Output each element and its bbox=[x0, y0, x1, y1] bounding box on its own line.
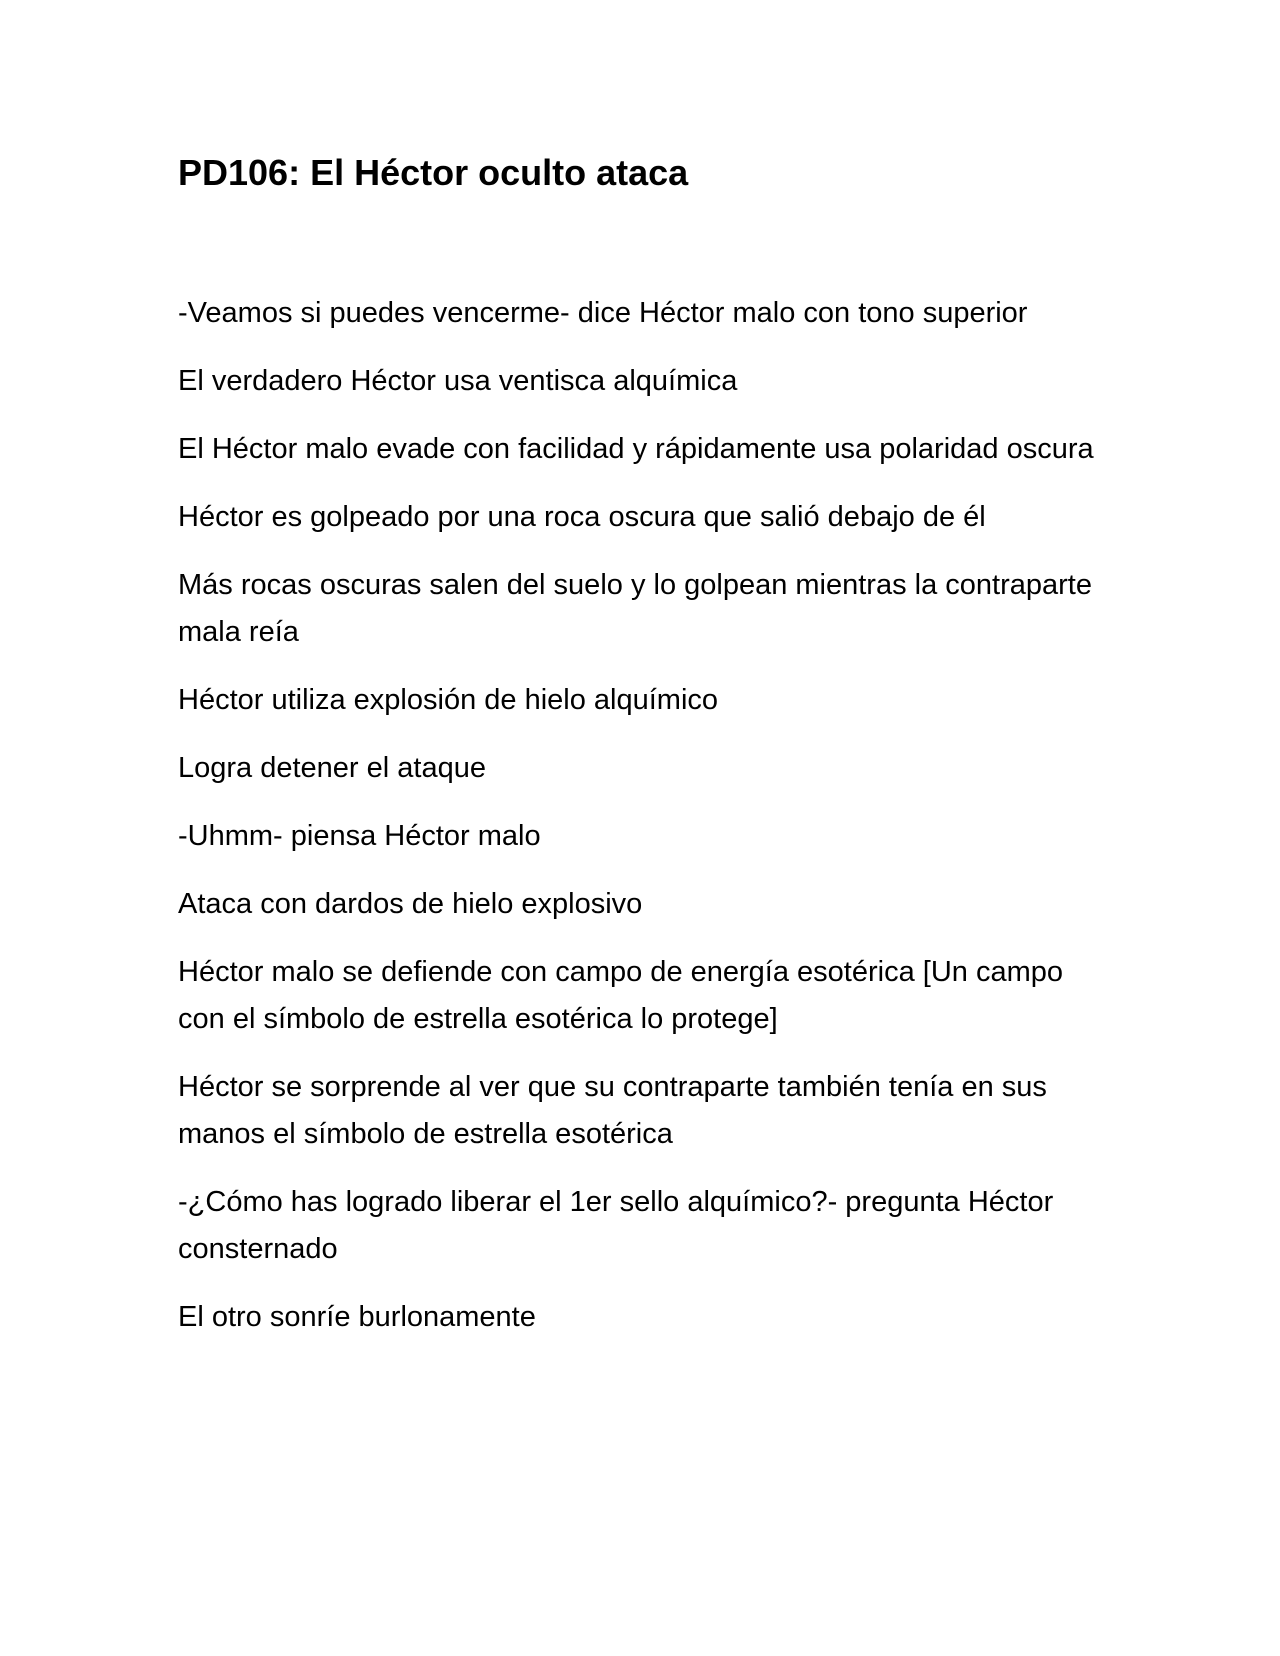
paragraph: Ataca con dardos de hielo explosivo bbox=[178, 888, 643, 920]
document-title: PD106: El Héctor oculto ataca bbox=[178, 152, 689, 193]
paragraph: Héctor malo se defiende con campo de energía esotérica [Un campo con el símbolo de estrella esotérica lo protege] bbox=[178, 956, 1063, 1035]
paragraph: -Veamos si puedes vencerme- dice Héctor malo con tono superior bbox=[178, 297, 1028, 329]
paragraph: Más rocas oscuras salen del suelo y lo golpean mientras la contraparte mala reía bbox=[178, 569, 1092, 648]
paragraph: Héctor es golpeado por una roca oscura que salió debajo de él bbox=[178, 501, 986, 533]
paragraph: El otro sonríe burlonamente bbox=[178, 1301, 536, 1333]
paragraph: Héctor se sorprende al ver que su contraparte también tenía en sus manos el símbolo de estrella esotérica bbox=[178, 1071, 1047, 1150]
paragraph: Héctor utiliza explosión de hielo alquímico bbox=[178, 684, 719, 716]
paragraph: -Uhmm- piensa Héctor malo bbox=[178, 820, 541, 852]
paragraph: -¿Cómo has logrado liberar el 1er sello alquímico?- pregunta Héctor consternado bbox=[178, 1186, 1054, 1265]
paragraph: El Héctor malo evade con facilidad y rápidamente usa polaridad oscura bbox=[178, 433, 1094, 465]
document-body bbox=[178, 290, 1108, 1362]
paragraph: El verdadero Héctor usa ventisca alquímica bbox=[178, 365, 738, 397]
paragraph: Logra detener el ataque bbox=[178, 752, 486, 784]
